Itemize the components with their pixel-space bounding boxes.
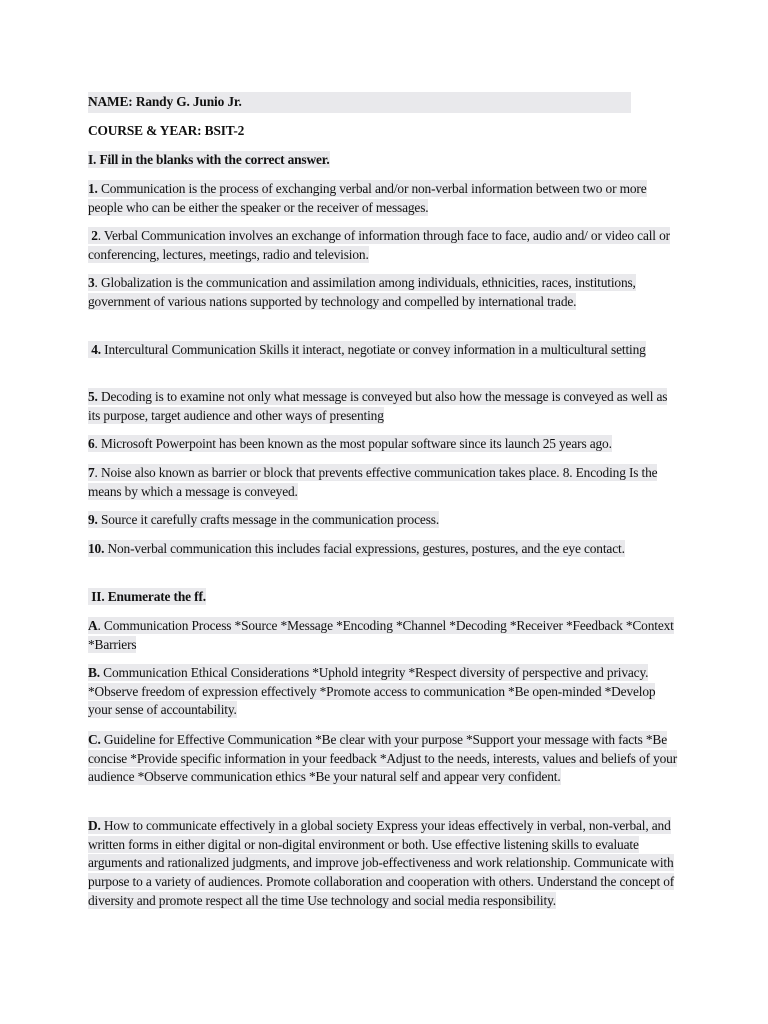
item-letter: B. bbox=[88, 665, 100, 680]
question-text: Intercultural Communication Skills it interact, negotiate or convey information in a multicultural setting bbox=[100, 342, 646, 357]
question-text: . Noise also known as barrier or block that prevents effective communication takes place. 8. Encoding Is the means by which a message is conveyed. bbox=[88, 465, 658, 499]
question-text: . Verbal Communication involves an exchange of information through face to face, audio and/ or video call or conferencing, lectures, meetings, radio and television. bbox=[88, 228, 670, 262]
item-letter: A bbox=[88, 618, 98, 633]
section-2-title: II. Enumerate the ff. bbox=[88, 588, 682, 607]
item-text: Communication Ethical Considerations *Uphold integrity *Respect diversity of perspective and privacy. *Observe freedom of expression effectively *Promote access to communication *Be open-minded *Develop your sense of accountability. bbox=[88, 665, 656, 718]
item-text: . Communication Process *Source *Message *Encoding *Channel *Decoding *Receiver *Feedback *Context *Barriers bbox=[88, 618, 674, 652]
question-2 bbox=[88, 227, 682, 264]
item-letter: C. bbox=[88, 732, 101, 747]
question-number: 10. bbox=[88, 541, 105, 556]
enumerate-c bbox=[88, 731, 682, 787]
item-text: How to communicate effectively in a global society Express your ideas effectively in verbal, non-verbal, and written forms in either digital or non-digital environment or both. Use effective listening skills to evaluate arguments and rationalized judgments, and improve job-effectiveness and work relationship. Communicate with purpose to a variety of audiences. Promote collaboration and cooperation with others. Understand the concept of diversity and promote respect all the time Use technology and social media responsibility. bbox=[88, 818, 675, 908]
student-name: NAME: Randy G. Junio Jr. bbox=[88, 92, 682, 113]
question-10 bbox=[88, 540, 682, 559]
question-number: 5. bbox=[88, 389, 98, 404]
question-number: 2 bbox=[91, 228, 98, 243]
section-1-title: I. Fill in the blanks with the correct answer. bbox=[88, 152, 330, 167]
question-4 bbox=[88, 341, 682, 360]
question-number: 9. bbox=[88, 512, 98, 527]
question-number: 1. bbox=[88, 181, 98, 196]
item-letter: D. bbox=[88, 818, 101, 833]
question-7 bbox=[88, 464, 682, 501]
question-text: . Globalization is the communication and assimilation among individuals, ethnicities, races, institutions, government of various nations supported by technology and compelled by international trade. bbox=[88, 275, 636, 309]
question-6 bbox=[88, 435, 682, 454]
question-text: . Microsoft Powerpoint has been known as the most popular software since its launch 25 years ago. bbox=[94, 436, 612, 451]
question-5 bbox=[88, 388, 682, 425]
question-number: 6 bbox=[88, 436, 95, 451]
enumerate-a bbox=[88, 617, 682, 654]
question-text: Source it carefully crafts message in the communication process. bbox=[97, 512, 440, 527]
question-number: 3 bbox=[88, 275, 95, 290]
course-year: COURSE & YEAR: BSIT-2 bbox=[88, 123, 245, 138]
question-number: 7 bbox=[88, 465, 95, 480]
item-text: Guideline for Effective Communication *Be clear with your purpose *Support your message with facts *Be concise *Provide specific information in your feedback *Adjust to the needs, interests, values and beliefs of your audience *Observe communication ethics *Be your natural self and appear very confident. bbox=[88, 732, 678, 785]
question-9 bbox=[88, 511, 682, 530]
enumerate-d bbox=[88, 817, 682, 911]
enumerate-b bbox=[88, 664, 682, 720]
question-3 bbox=[88, 274, 682, 311]
question-text: Communication is the process of exchanging verbal and/or non-verbal information between two or more people who can be either the speaker or the receiver of messages. bbox=[88, 181, 647, 215]
question-text: Non-verbal communication this includes facial expressions, gestures, postures, and the eye contact. bbox=[104, 541, 625, 556]
question-1 bbox=[88, 180, 682, 217]
question-text: Decoding is to examine not only what message is conveyed but also how the message is conveyed as well as its purpose, target audience and other ways of presenting bbox=[88, 389, 668, 423]
question-number: 4. bbox=[91, 342, 101, 357]
